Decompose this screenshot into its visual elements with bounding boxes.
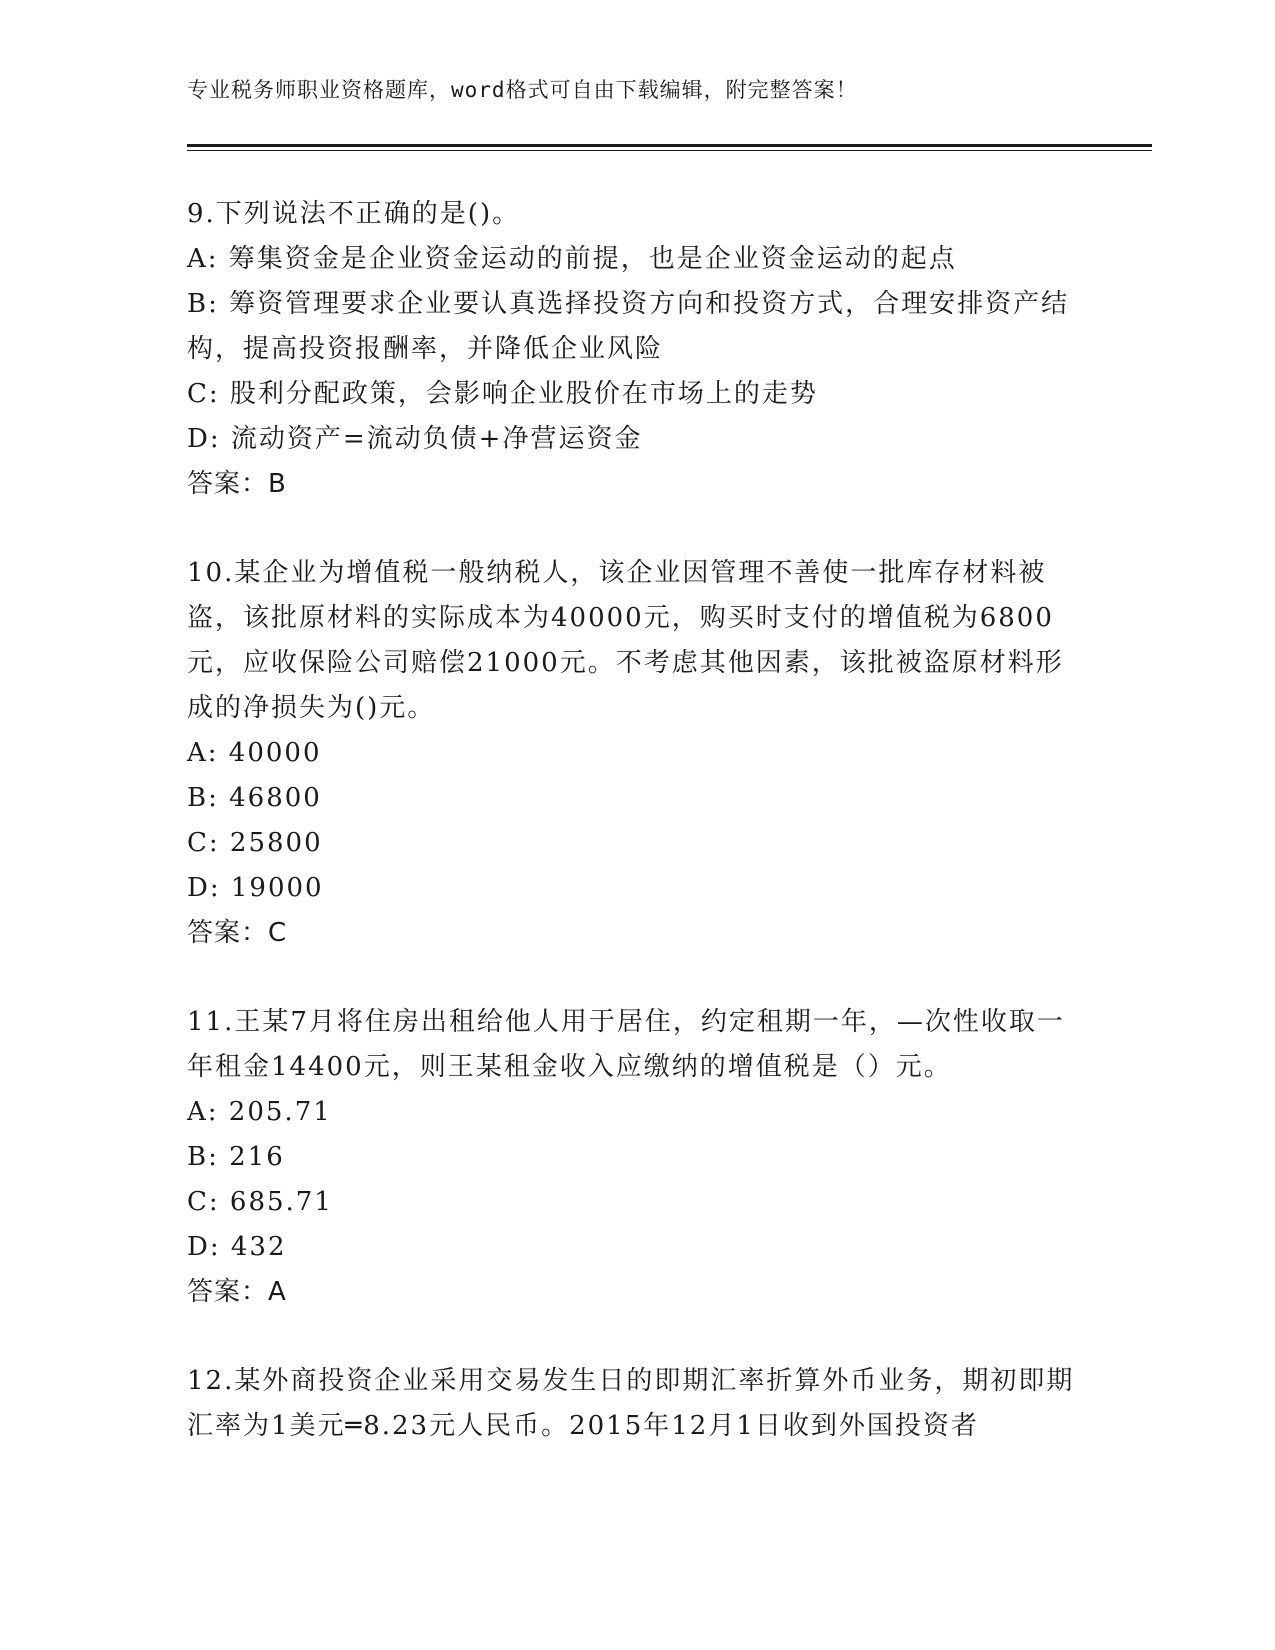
option-b: B: 46800	[187, 783, 322, 813]
question-item	[187, 1000, 1087, 1315]
question-text: 12.某外商投资企业采用交易发生日的即期汇率折算外币业务，期初即期汇率为1美元═8.23元人民币。2015年12月1日收到外国投资者	[187, 1366, 1075, 1441]
answer-label: 答案：C	[187, 918, 288, 948]
option-a: A: 40000	[187, 738, 322, 768]
option-c: C: 25800	[187, 828, 323, 858]
option-d: D: 19000	[187, 873, 324, 903]
option-d: D: 流动资产=流动负债+净营运资金	[187, 424, 643, 454]
question-list	[187, 192, 1087, 1493]
option-c: C: 股利分配政策，会影响企业股价在市场上的走势	[187, 379, 818, 409]
answer-label: 答案：B	[187, 469, 287, 499]
option-d: D: 432	[187, 1232, 287, 1262]
option-b: B: 216	[187, 1142, 285, 1172]
option-a: A: 205.71	[187, 1097, 332, 1127]
question-item	[187, 551, 1087, 956]
option-b: B: 筹资管理要求企业要认真选择投资方向和投资方式，合理安排资产结构，提高投资报酬率，并降低企业风险	[187, 289, 1070, 364]
question-text: 9.下列说法不正确的是()。	[187, 199, 521, 229]
page-header: 专业税务师职业资格题库，word格式可自由下载编辑，附完整答案！	[187, 78, 858, 102]
question-item	[187, 1359, 1087, 1449]
question-item	[187, 192, 1087, 507]
header-rule-thick	[187, 144, 1152, 147]
question-text: 10.某企业为增值税一般纳税人，该企业因管理不善使一批库存材料被盗，该批原材料的实际成本为40000元，购买时支付的增值税为6800元，应收保险公司赔偿21000元。不考虑其他因素，该批被盗原材料形成的净损失为()元。	[187, 558, 1064, 723]
question-text: 11.王某7月将住房出租给他人用于居住，约定租期一年，—次性收取一年租金14400元，则王某租金收入应缴纳的增值税是（）元。	[187, 1007, 1065, 1082]
header-rule-thin	[187, 150, 1152, 151]
option-a: A: 筹集资金是企业资金运动的前提，也是企业资金运动的起点	[187, 244, 957, 274]
option-c: C: 685.71	[187, 1187, 333, 1217]
answer-label: 答案：A	[187, 1277, 287, 1307]
